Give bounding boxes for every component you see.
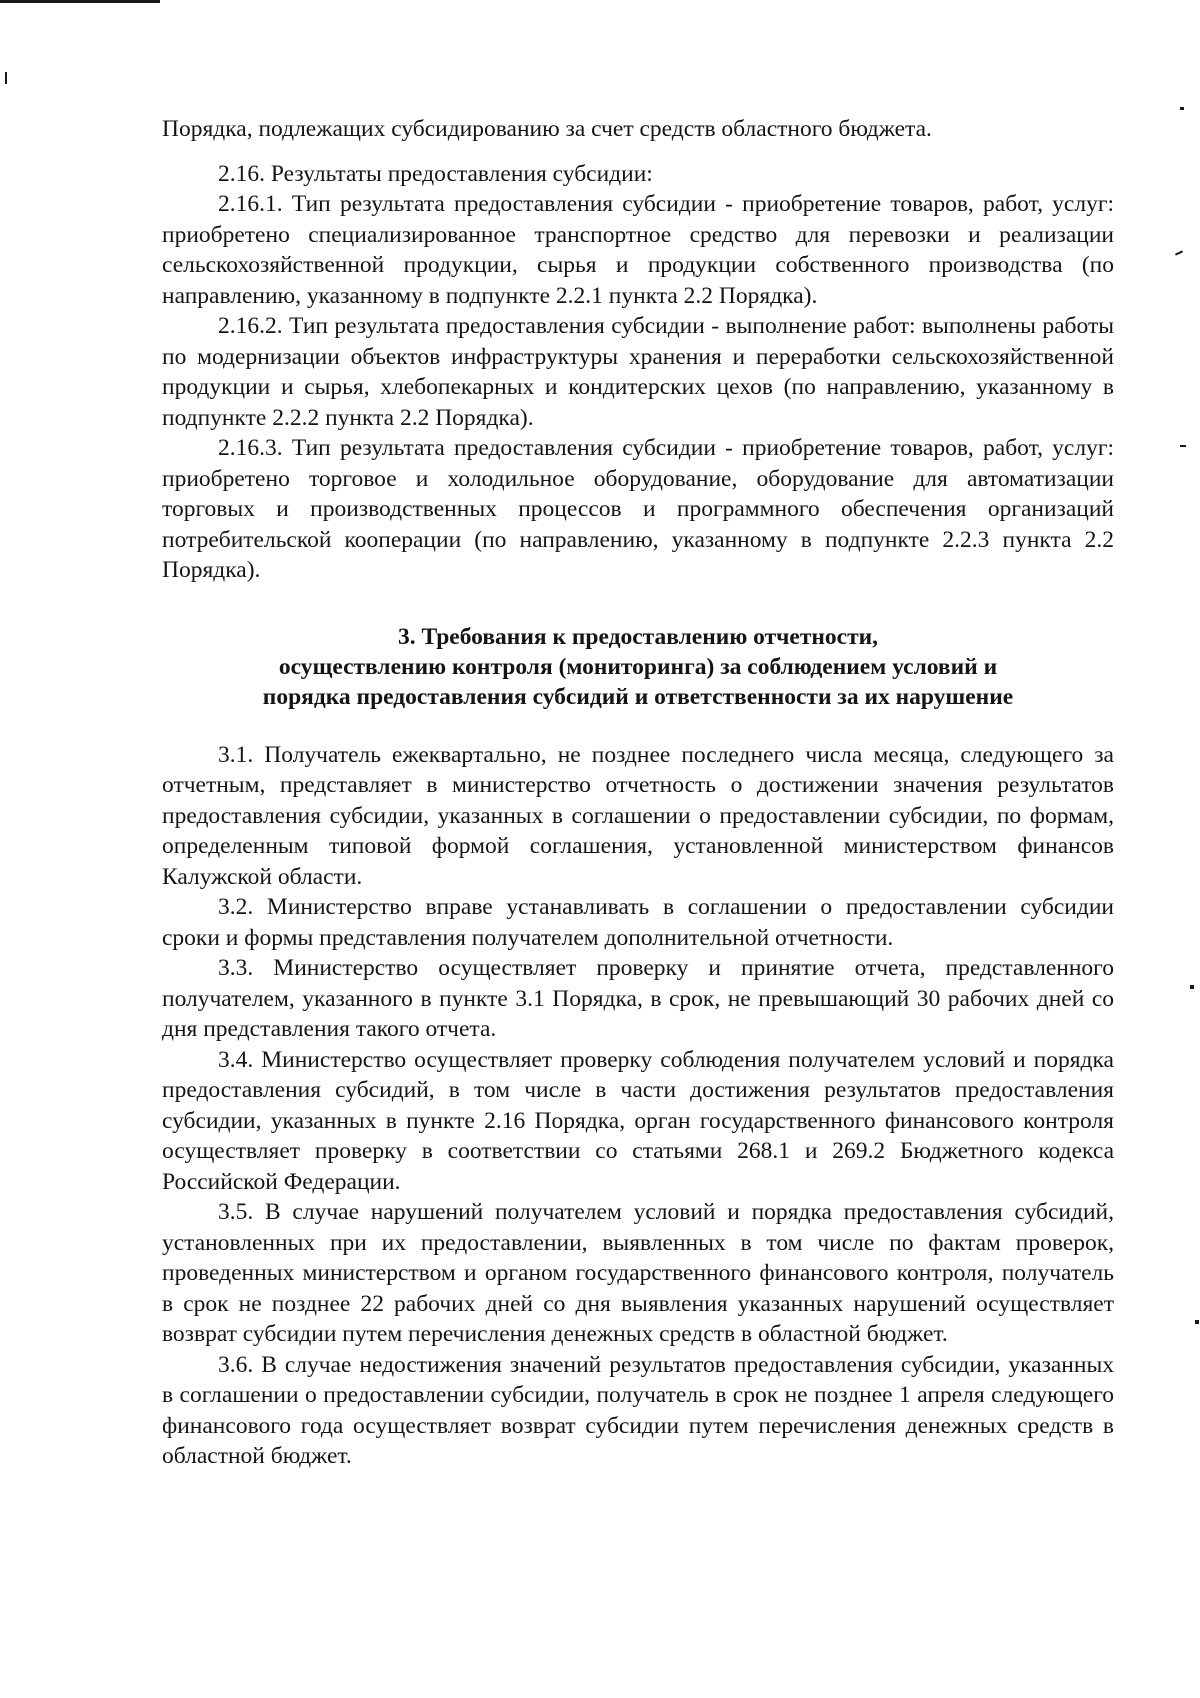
paragraph-3-6: 3.6. В случае недостижения значений результатов предоставления субсидии, указанных в соглашении о предоставлении субсидии, получатель в срок не позднее 1 апреля следующего финансового года осуществляет возврат субсидии путем перечисления денежных средств в областной бюджет. [162,1351,1114,1469]
heading-line-3: порядка предоставления субсидий и ответственности за их нарушение [262,683,1014,710]
paragraph-3-2: 3.2. Министерство вправе устанавливать в соглашении о предоставлении субсидии сроки и формы представления получателем дополнительной отчетности. [162,894,1114,951]
paragraph-2-16: 2.16. Результаты предоставления субсидии: [218,160,653,187]
heading-line-1: 3. Требования к предоставлению отчетности, [397,623,879,650]
paragraph-2-16-1: 2.16.1. Тип результата предоставления субсидии - приобретение товаров, работ, услуг: приобретено специализированное транспортное средство для перевозки и реализации сельскохозяйственной продукции, сырья и продукции собственного производства (по направлению, указанному в подпункте 2.2.1 пункта 2.2 Порядка). [162,191,1114,309]
scan-artifact-dot [1180,107,1184,110]
paragraph-3-4: 3.4. Министерство осуществляет проверку соблюдения получателем условий и порядка предоставления субсидий, в том числе в части достижения результатов предоставления субсидии, указанных в пункте 2.16 Порядка, орган государственного финансового контроля осуществляет проверку в соответствии со статьями 268.1 и 269.2 Бюджетного кодекса Российской Федерации. [162,1046,1114,1195]
continuation-line: Порядка, подлежащих субсидированию за счет средств областного бюджета. [162,116,932,142]
scan-artifact-dot [1180,445,1186,447]
paragraph-2-16-2: 2.16.2. Тип результата предоставления субсидии - выполнение работ: выполнены работы по модернизации объектов инфраструктуры хранения и переработки сельскохозяйственной продукции и сырья, хлебопекарных и кондитерских цехов (по направлению, указанному в подпункте 2.2.2 пункта 2.2 Порядка). [162,313,1114,431]
heading-line-2: осуществлению контроля (мониторинга) за соблюдением условий и [278,653,998,680]
scan-artifact-dot [1195,1320,1199,1324]
document-body [162,114,1114,1472]
scan-artifact-dot [1175,250,1183,255]
paragraph-3-1: 3.1. Получатель ежеквартально, не позднее последнего числа месяца, следующего за отчетным, представляет в министерство отчетность о достижении значения результатов предоставления субсидии, указанных в соглашении о предоставлении субсидии, по формам, определенным типовой формой соглашения, установленной министерством финансов Калужской области. [162,741,1114,890]
scan-artifact-top-line [0,0,160,3]
paragraph-3-5: 3.5. В случае нарушений получателем условий и порядка предоставления субсидий, установленных при их предоставлении, выявленных в том числе по фактам проверок, проведенных министерством и органом государственного финансового контроля, получатель в срок не позднее 22 рабочих дней со дня выявления указанных нарушений осуществляет возврат субсидии путем перечисления денежных средств в областной бюджет. [162,1199,1114,1347]
scan-artifact-dot [1190,985,1194,989]
scan-artifact-left-tick [5,72,7,84]
paragraph-2-16-3: 2.16.3. Тип результата предоставления субсидии - приобретение товаров, работ, услуг: приобретено торговое и холодильное оборудование, оборудование для автоматизации торговых и производственных процессов и программного обеспечения организаций потребительской кооперации (по направлению, указанному в подпункте 2.2.3 пункта 2.2 Порядка). [162,435,1114,583]
paragraph-3-3: 3.3. Министерство осуществляет проверку и принятие отчета, представленного получателем, указанного в пункте 3.1 Порядка, в срок, не превышающий 30 рабочих дней со дня представления такого отчета. [162,955,1114,1042]
section-3-heading [162,622,1114,712]
